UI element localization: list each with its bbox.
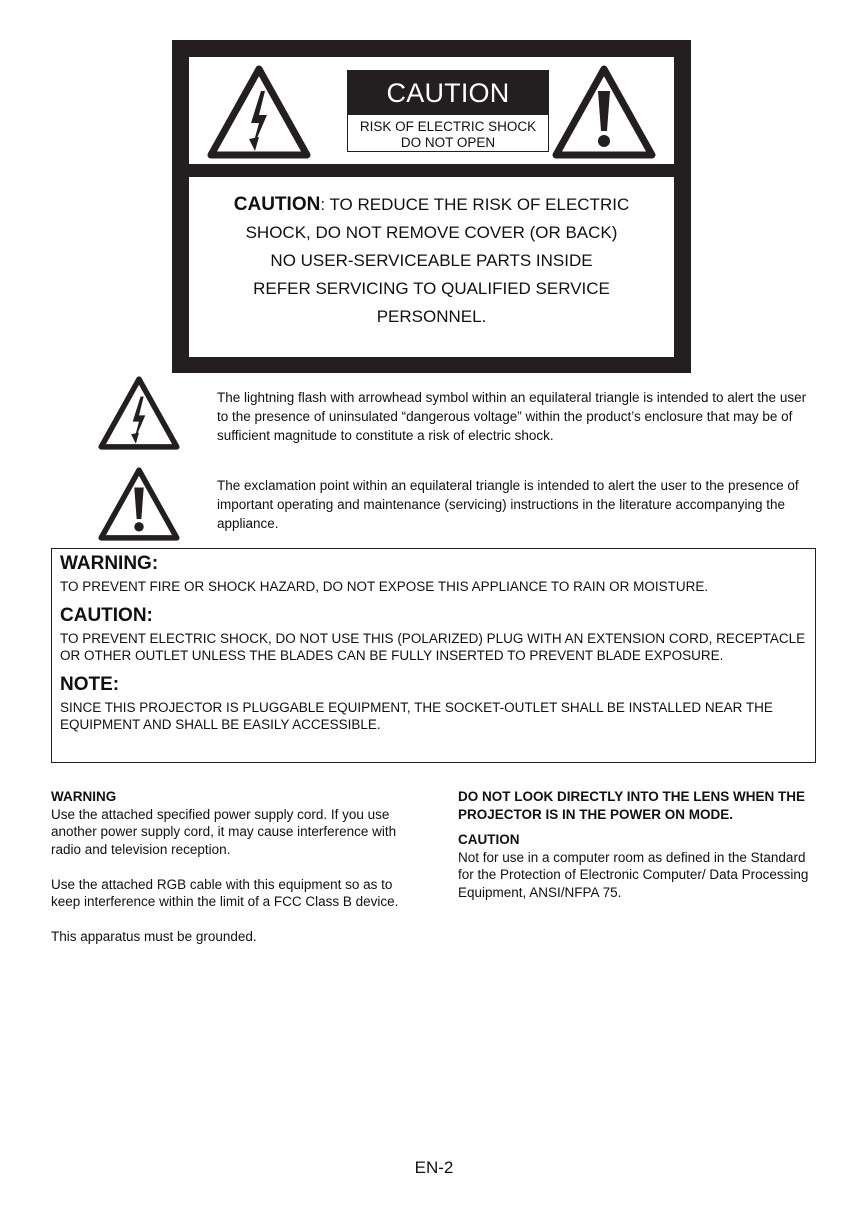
caution-statement-line5: PERSONNEL. — [376, 307, 487, 326]
caution-statement — [189, 191, 674, 331]
caution-statement-line2: SHOCK, DO NOT REMOVE COVER (OR BACK) — [245, 223, 618, 242]
caution-lead-rest: : TO REDUCE THE RISK OF ELECTRIC — [320, 195, 630, 214]
exclamation-triangle-icon — [552, 65, 656, 159]
note-heading: NOTE: — [60, 673, 120, 695]
caution-box-title: CAUTION — [348, 71, 548, 115]
caution-statement-line4: REFER SERVICING TO QUALIFIED SERVICE — [253, 279, 610, 298]
left-column — [51, 788, 421, 963]
right-column-para1: Not for use in a computer room as defined in the Standard for the Protection of Electronic Computer/ Data Processing Equipment, ANSI/NFPA 75. — [458, 849, 809, 900]
warning-heading: WARNING: — [60, 553, 159, 574]
lightning-triangle-icon — [207, 65, 311, 159]
caution-lead: CAUTION — [233, 194, 321, 215]
exclamation-symbol-icon — [98, 467, 180, 541]
caution-label-header — [189, 57, 674, 164]
caution-box — [347, 70, 549, 152]
caution-text: TO PREVENT ELECTRIC SHOCK, DO NOT USE THIS (POLARIZED) PLUG WITH AN EXTENSION CORD, RECEPTACLE OR OTHER OUTLET UNLESS THE BLADES CAN BE FULLY INSERTED TO PREVENT BLADE EXPOSURE. — [60, 630, 806, 663]
caution-heading: CAUTION: — [60, 604, 153, 626]
right-column-heading: DO NOT LOOK DIRECTLY INTO THE LENS WHEN THE PROJECTOR IS IN THE POWER ON MODE. — [458, 789, 806, 822]
caution-box-line2: DO NOT OPEN — [400, 135, 496, 150]
left-column-para2: Use the attached RGB cable with this equipment so as to keep interference within the limit of a FCC Class B device. — [51, 876, 399, 909]
note-text: SINCE THIS PROJECTOR IS PLUGGABLE EQUIPMENT, THE SOCKET-OUTLET SHALL BE INSTALLED NEAR THE EQUIPMENT AND SHALL BE EASILY ACCESSIBLE. — [60, 699, 773, 732]
warning-text: TO PREVENT FIRE OR SHOCK HAZARD, DO NOT EXPOSE THIS APPLIANCE TO RAIN OR MOISTURE. — [60, 579, 709, 594]
caution-box-line1: RISK OF ELECTRIC SHOCK — [359, 119, 537, 134]
page-number: EN-2 — [414, 1158, 454, 1177]
warning-box — [51, 548, 816, 763]
caution-box-subtitle — [348, 115, 548, 151]
lightning-symbol-description: The lightning flash with arrowhead symbol within an equilateral triangle is intended to alert the user to the presence of uninsulated “dangerous voltage” within the product’s enclosure that may be of sufficient magnitude to constitute a risk of electric shock. — [217, 390, 807, 443]
left-column-para1: Use the attached specified power supply cord. If you use another power supply cord, it may cause interference with radio and television reception. — [51, 806, 397, 857]
lightning-symbol-icon — [98, 376, 180, 450]
left-column-heading: WARNING — [51, 789, 117, 804]
caution-label-body — [189, 177, 674, 357]
caution-label — [172, 40, 691, 373]
caution-statement-line3: NO USER-SERVICEABLE PARTS INSIDE — [270, 251, 593, 270]
right-column-subheading: CAUTION — [458, 832, 520, 847]
caution-statement-line1 — [189, 191, 674, 219]
exclamation-symbol-description: The exclamation point within an equilateral triangle is intended to alert the user to the presence of important operating and maintenance (servicing) instructions in the literature accompanying the appliance. — [217, 478, 799, 531]
right-column — [458, 788, 818, 919]
left-column-para3: This apparatus must be grounded. — [51, 929, 257, 944]
